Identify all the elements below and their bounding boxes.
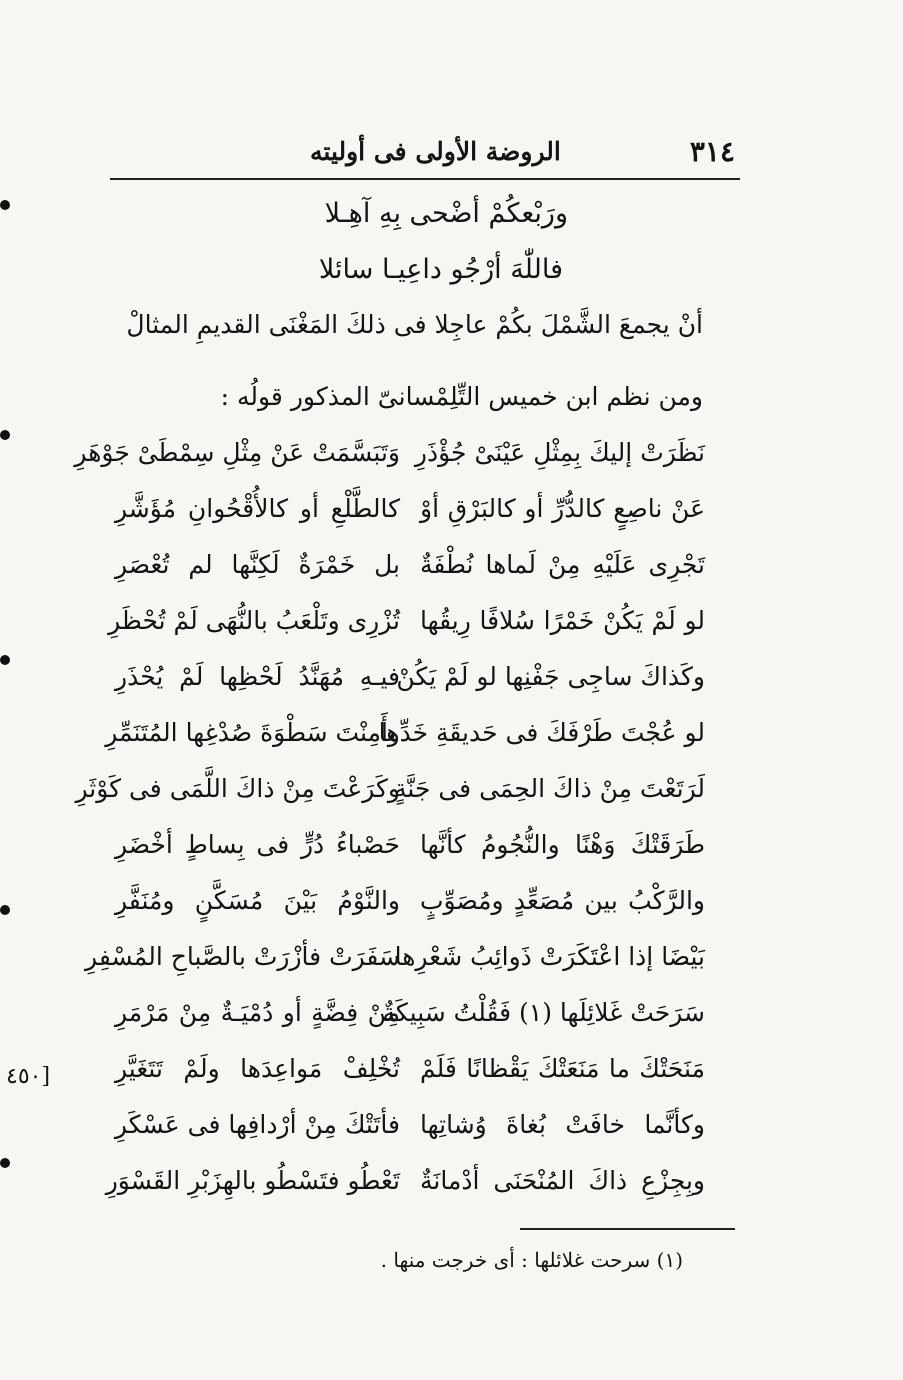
verse-row — [105, 1166, 705, 1222]
verse-first-half: لَرَتَعْتَ مِنْ ذاكَ الحِمَى فى جَنَّةٍ — [394, 774, 705, 803]
margin-dot — [0, 905, 10, 915]
page-number: ٣١٤ — [689, 135, 735, 168]
verse-first-half: طَرَقَتْكَ وَهْنًا والنُّجُومُ كأنَّها — [420, 830, 705, 859]
verse-first-half: وكأنَّما خافَتْ بُغاةَ وُشاتِها — [420, 1110, 705, 1139]
verse-second-half: وَتَبَسَّمَتْ عَنْ مِثْلِ سِمْطَىْ جَوْهَرِ — [74, 438, 400, 467]
margin-dot — [0, 200, 10, 210]
verse-second-half: والنَّوْمُ بَيْنَ مُسَكَّنٍ ومُنَفَّرِ — [115, 886, 400, 915]
opening-verse-2: فاللّٰهَ أرْجُو داعِيـا سائلا — [318, 254, 563, 285]
verse-second-half: فأتَتْكَ مِنْ أرْدافِها فى عَسْكَرِ — [114, 1110, 400, 1139]
verse-first-half: سَرَحَتْ غَلائِلَها (١) فَقُلْتُ سَبِيكَةٌ — [382, 998, 705, 1027]
verse-second-half: وأَمِنْتَ سَطْوَةَ صُدْغِها المُتَنَمِّرِ — [105, 718, 400, 747]
verse-first-half: وكَذاكَ ساجِى جَفْنِها لو لَمْ يَكُنْ — [396, 662, 705, 691]
verse-second-half: تَعْطُو فتَسْطُو بالهِزَبْرِ القَسْوَرِ — [105, 1166, 400, 1195]
verse-row — [75, 774, 705, 830]
verse-first-half: مَنَحَتْكَ ما مَنَعَتْكَ يَقْظانًا فَلَمْ — [420, 1054, 705, 1083]
footnote-rule — [520, 1228, 735, 1230]
verse-first-half: تَجْرِى عَلَيْهِ مِنْ لَماها نُطْفَةٌ — [420, 550, 705, 579]
verse-row — [108, 606, 705, 662]
verse-first-half: عَنْ ناصِعٍ كالدُّرِّ أو كالبَرْقِ أوْ — [420, 494, 705, 523]
opening-verse-1: ورَبْعكُمْ أضْحى بِهِ آهِـلا — [324, 198, 568, 229]
verse-first-half: والرَّكْبُ بين مُصَعِّدٍ ومُصَوِّبٍ — [420, 886, 705, 915]
verse-row — [115, 1110, 705, 1166]
margin-dot — [0, 655, 10, 665]
margin-dot — [0, 1158, 10, 1168]
verse-row — [115, 662, 705, 718]
verse-row — [74, 438, 705, 494]
verse-row — [115, 494, 705, 550]
footnote: (١) سرحت غلائلها : أى خرجت منها . — [380, 1248, 683, 1272]
verse-row — [115, 998, 705, 1054]
intro-line: ومن نظم ابن خميس التِّلِمْسانىّ المذكور قولُه : — [220, 382, 703, 411]
page-header — [110, 135, 735, 171]
verse-second-half: فيـهِ مُهَنَّدُ لَحْظِها لَمْ يُحْذَرِ — [115, 662, 400, 691]
verse-second-half: حَصْباءُ دُرٍّ فى بِساطٍ أخْضَرِ — [115, 830, 400, 859]
verse-row — [115, 886, 705, 942]
verse-row — [105, 718, 705, 774]
running-head: الروضة الأولى فى أوليته — [310, 137, 561, 166]
verse-second-half: سَفَرَتْ فأزْرَتْ بالصَّباحِ المُسْفِرِ — [85, 942, 400, 971]
verse-first-half: لو عُجْتَ طَرْفَكَ فى حَديقَةِ خَدِّها — [378, 718, 705, 747]
verse-second-half: تُزْرِى وتَلْعَبُ بالنُّهَى لَمْ تُحْظَرِ — [108, 606, 400, 635]
verse-second-half: كالطَّلْعِ أو كالأُقْحُوانِ مُؤَشَّرِ — [115, 494, 400, 523]
verse-first-half: وبِجِزْعِ ذاكَ المُنْحَنَى أدْمانَةٌ — [420, 1166, 705, 1195]
verse-row — [85, 942, 705, 998]
verse-second-half: بل خَمْرَةٌ لَكِنَّها لم تُعْصَرِ — [115, 550, 400, 579]
verse-second-half: وكَرَعْتَ مِنْ ذاكَ اللَّمَى فى كَوْثَرِ — [75, 774, 400, 803]
verse-first-half: نَظَرَتْ إليكَ بِمِثْلِ عَيْنَىْ جُؤْذَرِ — [414, 438, 705, 467]
margin-dot — [0, 430, 10, 440]
verse-second-half: مِنْ فِضَّةٍ أو دُمْيَـةٌ مِنْ مَرْمَرِ — [115, 998, 400, 1027]
verse-second-half: تُخْلِفْ مَواعِدَها ولَمْ تَتَغَيَّرِ — [115, 1054, 400, 1083]
verse-row — [115, 550, 705, 606]
margin-reference: [٤٥٠ — [6, 1064, 51, 1089]
verse-row — [115, 1054, 705, 1110]
verse-row — [115, 830, 705, 886]
verse-first-half: بَيْضَا إذا اعْتَكَرَتْ ذَوائِبُ شَعْرِها — [394, 942, 705, 971]
header-rule — [110, 178, 740, 180]
verse-first-half: لو لَمْ يَكُنْ خَمْرًا سُلافًا رِيقُها — [420, 606, 705, 635]
opening-verse-3: أنْ يجمعَ الشَّمْلَ بكُمْ عاجِلا فى ذلكَ المَغْنَى القديمِ المثالْ — [126, 310, 703, 339]
